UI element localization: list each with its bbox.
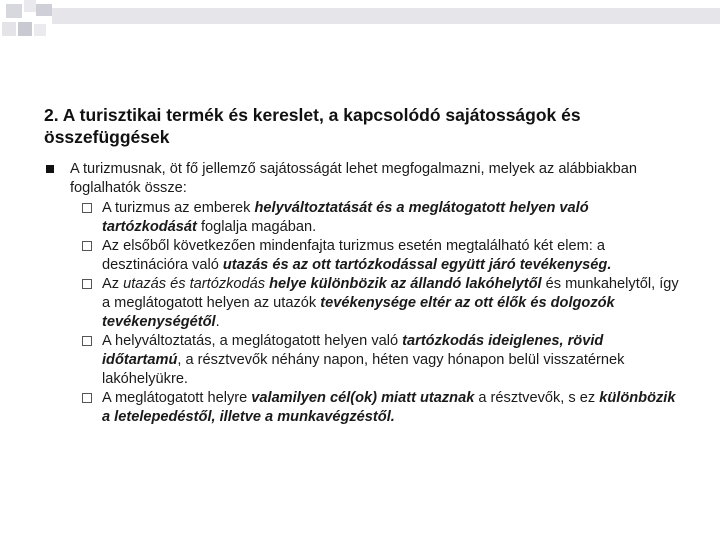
sub-list-item — [46, 332, 686, 389]
content — [46, 160, 686, 427]
square-bullet-icon — [46, 165, 54, 173]
deco-square — [6, 4, 22, 18]
deco-square — [18, 22, 32, 36]
item-text: A meglátogatott helyre — [102, 390, 252, 406]
item-emphasis: tartózkodás ideiglenes, rövid időtartamú — [102, 333, 604, 368]
deco-square — [24, 0, 36, 12]
item-italic: utazás és tartózkodás — [123, 276, 266, 292]
sub-list-item — [46, 275, 686, 332]
deco-square — [34, 24, 46, 36]
item-text: foglalja magában. — [196, 219, 317, 235]
sub-list — [46, 199, 686, 427]
decorative-header — [0, 0, 720, 42]
sub-list-item — [46, 237, 686, 275]
item-text: Az — [102, 276, 124, 292]
hollow-square-bullet-icon — [82, 203, 92, 213]
deco-square — [2, 22, 16, 36]
item-text: , a résztvevők néhány napon, héten vagy hónapon belül visszatérnek lakóhelyükre. — [102, 352, 625, 387]
main-item-text: A turizmusnak, öt fő jellemző sajátosságát lehet megfogalmazni, melyek az alábbiakban foglalhatók össze: — [70, 161, 638, 196]
item-emphasis: helye különbözik az állandó lakóhelytől — [269, 276, 542, 292]
list-item — [46, 160, 686, 198]
item-text: . — [215, 314, 220, 330]
slide-title: 2. A turisztikai termék és kereslet, a kapcsolódó sajátosságok és összefüggések — [44, 105, 581, 147]
sub-list-item — [46, 199, 686, 237]
item-text: A helyváltoztatás, a meglátogatott helyen való — [102, 333, 403, 349]
item-text: a résztvevők, s ez — [474, 390, 600, 406]
item-emphasis: helyváltoztatását és a meglátogatott helyen való tartózkodását — [102, 200, 589, 235]
item-emphasis: tevékenysége eltér az ott élők és dolgozók tevékenységétől — [102, 295, 615, 330]
item-text: A turizmus az emberek — [102, 200, 255, 216]
item-emphasis: különbözik a letelepedéstől, illetve a munkavégzéstől. — [102, 390, 676, 425]
hollow-square-bullet-icon — [82, 279, 92, 289]
item-text: és munkahelytől, így a meglátogatott helyen az utazók — [102, 276, 679, 311]
hollow-square-bullet-icon — [82, 336, 92, 346]
hollow-square-bullet-icon — [82, 241, 92, 251]
sub-list-item — [46, 389, 686, 427]
item-emphasis: utazás és az ott tartózkodással együtt járó tevékenység. — [222, 257, 612, 273]
hollow-square-bullet-icon — [82, 393, 92, 403]
item-emphasis: valamilyen cél(ok) miatt utaznak — [251, 390, 475, 406]
header-bar — [52, 8, 720, 24]
deco-square — [36, 4, 52, 16]
item-text: Az elsőből következően mindenfajta turizmus esetén megtalálható két elem: a desztinációra való — [102, 238, 605, 273]
